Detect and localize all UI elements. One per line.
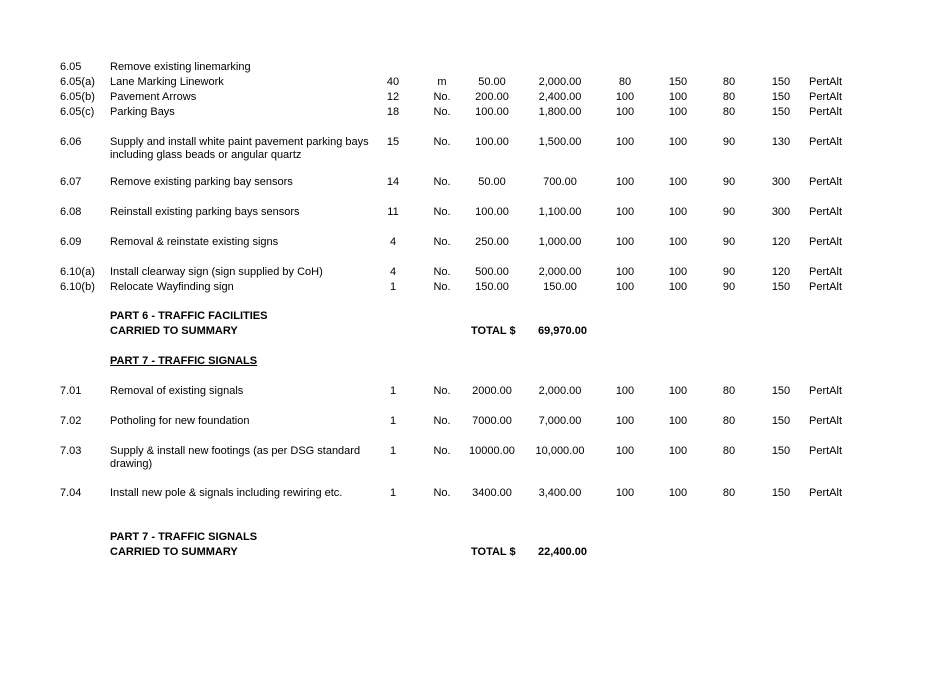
item-description: Supply & install new footings (as per DSG standard (110, 445, 361, 457)
item-col-c: 90 (722, 206, 736, 218)
table-row (0, 236, 951, 249)
item-col-d: 150 (771, 385, 791, 397)
item-col-d: 300 (771, 176, 791, 188)
item-amount: 1,000.00 (538, 236, 582, 248)
item-col-d: 120 (771, 236, 791, 248)
item-number: 7.01 (60, 385, 82, 397)
item-quantity: 1 (389, 281, 397, 293)
item-description: Install new pole & signals including rewiring etc. (110, 487, 343, 499)
item-source: PertAlt (809, 106, 843, 118)
part7-carried-label: CARRIED TO SUMMARY (110, 546, 238, 558)
table-row (0, 266, 951, 279)
item-amount: 150.00 (543, 281, 577, 293)
item-col-d: 130 (771, 136, 791, 148)
item-unit: No. (433, 281, 451, 293)
part6-summary-total (0, 325, 951, 338)
item-number: 6.05(b) (60, 91, 95, 103)
item-rate: 100.00 (475, 106, 509, 118)
item-description: Removal & reinstate existing signs (110, 236, 279, 248)
item-amount: 2,000.00 (538, 266, 582, 278)
item-col-d: 150 (771, 91, 791, 103)
part7-total-value: 22,400.00 (538, 546, 587, 558)
item-number: 6.10(a) (60, 266, 95, 278)
part6-title: PART 6 - TRAFFIC FACILITIES (110, 310, 268, 322)
item-col-a: 100 (615, 176, 635, 188)
item-quantity: 15 (386, 136, 400, 148)
item-description: Relocate Wayfinding sign (110, 281, 234, 293)
item-source: PertAlt (809, 136, 843, 148)
item-source: PertAlt (809, 445, 843, 457)
item-col-a: 100 (615, 415, 635, 427)
item-description: Lane Marking Linework (110, 76, 224, 88)
item-unit: No. (433, 445, 451, 457)
item-col-c: 80 (722, 385, 736, 397)
item-number: 7.02 (60, 415, 82, 427)
item-amount: 7,000.00 (538, 415, 582, 427)
item-rate: 2000.00 (472, 385, 512, 397)
item-number: 6.05(c) (60, 106, 95, 118)
item-col-c: 80 (722, 106, 736, 118)
item-col-c: 80 (722, 76, 736, 88)
item-col-b: 100 (668, 281, 688, 293)
item-unit: No. (433, 176, 451, 188)
table-row (0, 61, 951, 74)
item-col-d: 300 (771, 206, 791, 218)
item-rate: 100.00 (475, 206, 509, 218)
item-col-b: 100 (668, 385, 688, 397)
item-quantity: 40 (386, 76, 400, 88)
item-col-a: 100 (615, 385, 635, 397)
item-number: 6.09 (60, 236, 82, 248)
item-amount: 10,000.00 (535, 445, 585, 457)
table-row (0, 176, 951, 189)
item-col-a: 100 (615, 266, 635, 278)
item-number: 6.05 (60, 61, 82, 73)
item-rate: 50.00 (478, 176, 506, 188)
item-col-a: 100 (615, 206, 635, 218)
part6-summary-title (0, 310, 951, 323)
part7-total-label: TOTAL $ (471, 546, 516, 558)
item-rate: 100.00 (475, 136, 509, 148)
item-col-d: 150 (771, 106, 791, 118)
item-number: 6.05(a) (60, 76, 95, 88)
item-quantity: 1 (389, 385, 397, 397)
item-source: PertAlt (809, 385, 843, 397)
item-col-a: 100 (615, 91, 635, 103)
item-description: Remove existing linemarking (110, 61, 251, 73)
item-rate: 150.00 (475, 281, 509, 293)
item-rate: 200.00 (475, 91, 509, 103)
item-col-c: 80 (722, 91, 736, 103)
item-col-c: 80 (722, 487, 736, 499)
item-description: Remove existing parking bay sensors (110, 176, 293, 188)
item-amount: 700.00 (543, 176, 577, 188)
table-row (0, 106, 951, 119)
item-amount: 1,500.00 (538, 136, 582, 148)
table-row (0, 415, 951, 428)
item-quantity: 4 (389, 266, 397, 278)
table-row (0, 385, 951, 398)
item-col-a: 100 (615, 445, 635, 457)
part6-total-value: 69,970.00 (538, 325, 587, 337)
part7-summary-title (0, 531, 951, 544)
item-col-b: 150 (668, 76, 688, 88)
item-unit: No. (433, 236, 451, 248)
item-amount: 3,400.00 (538, 487, 582, 499)
item-col-d: 150 (771, 487, 791, 499)
item-amount: 1,100.00 (538, 206, 582, 218)
item-col-c: 90 (722, 236, 736, 248)
item-col-d: 150 (771, 415, 791, 427)
item-rate: 250.00 (475, 236, 509, 248)
item-rate: 500.00 (475, 266, 509, 278)
item-source: PertAlt (809, 206, 843, 218)
table-row (0, 76, 951, 89)
item-col-b: 100 (668, 176, 688, 188)
item-col-b: 100 (668, 206, 688, 218)
item-unit: m (437, 76, 447, 88)
item-unit: No. (433, 415, 451, 427)
item-source: PertAlt (809, 176, 843, 188)
item-col-d: 150 (771, 281, 791, 293)
item-col-a: 100 (615, 136, 635, 148)
item-number: 6.06 (60, 136, 82, 148)
item-col-c: 90 (722, 281, 736, 293)
item-amount: 2,000.00 (538, 385, 582, 397)
part6-total-label: TOTAL $ (471, 325, 516, 337)
item-col-b: 100 (668, 106, 688, 118)
item-col-b: 100 (668, 236, 688, 248)
item-unit: No. (433, 106, 451, 118)
table-row (0, 136, 951, 161)
item-description: Potholing for new foundation (110, 415, 250, 427)
table-row (0, 487, 951, 500)
item-unit: No. (433, 385, 451, 397)
part7-heading: PART 7 - TRAFFIC SIGNALS (110, 355, 258, 367)
item-source: PertAlt (809, 76, 843, 88)
item-description: Pavement Arrows (110, 91, 197, 103)
item-col-c: 90 (722, 266, 736, 278)
item-quantity: 12 (386, 91, 400, 103)
table-row (0, 206, 951, 219)
item-description: Parking Bays (110, 106, 175, 118)
item-number: 7.03 (60, 445, 82, 457)
item-quantity: 14 (386, 176, 400, 188)
item-unit: No. (433, 487, 451, 499)
item-rate: 50.00 (478, 76, 506, 88)
item-quantity: 4 (389, 236, 397, 248)
item-quantity: 1 (389, 415, 397, 427)
item-col-c: 80 (722, 445, 736, 457)
item-amount: 2,400.00 (538, 91, 582, 103)
item-unit: No. (433, 91, 451, 103)
item-number: 7.04 (60, 487, 82, 499)
item-col-b: 100 (668, 136, 688, 148)
table-row (0, 281, 951, 294)
item-rate: 3400.00 (472, 487, 512, 499)
item-source: PertAlt (809, 91, 843, 103)
item-description: Reinstall existing parking bays sensors (110, 206, 300, 218)
item-col-a: 80 (618, 76, 632, 88)
item-quantity: 1 (389, 445, 397, 457)
part7-title: PART 7 - TRAFFIC SIGNALS (110, 531, 258, 543)
item-col-d: 150 (771, 76, 791, 88)
item-col-c: 90 (722, 136, 736, 148)
table-row (0, 445, 951, 470)
item-rate: 7000.00 (472, 415, 512, 427)
item-rate: 10000.00 (469, 445, 515, 457)
part7-heading-row (0, 355, 951, 368)
item-source: PertAlt (809, 236, 843, 248)
item-col-a: 100 (615, 281, 635, 293)
item-source: PertAlt (809, 487, 843, 499)
item-quantity: 11 (387, 206, 399, 218)
item-col-b: 100 (668, 415, 688, 427)
part7-summary-total (0, 546, 951, 559)
item-number: 6.08 (60, 206, 82, 218)
item-description: Removal of existing signals (110, 385, 244, 397)
item-unit: No. (433, 206, 451, 218)
item-source: PertAlt (809, 415, 843, 427)
item-description: Install clearway sign (sign supplied by CoH) (110, 266, 323, 278)
item-col-b: 100 (668, 91, 688, 103)
item-description-line2: including glass beads or angular quartz (110, 149, 302, 161)
item-col-a: 100 (615, 106, 635, 118)
item-quantity: 1 (389, 487, 397, 499)
item-col-d: 120 (771, 266, 791, 278)
item-unit: No. (433, 266, 451, 278)
item-source: PertAlt (809, 281, 843, 293)
item-col-c: 80 (722, 415, 736, 427)
item-col-b: 100 (668, 487, 688, 499)
item-amount: 2,000.00 (538, 76, 582, 88)
table-row (0, 91, 951, 104)
item-col-c: 90 (722, 176, 736, 188)
item-description-line2: drawing) (110, 458, 153, 470)
item-quantity: 18 (386, 106, 400, 118)
item-unit: No. (433, 136, 451, 148)
item-col-d: 150 (771, 445, 791, 457)
item-amount: 1,800.00 (538, 106, 582, 118)
item-number: 6.10(b) (60, 281, 95, 293)
item-col-b: 100 (668, 266, 688, 278)
item-col-a: 100 (615, 236, 635, 248)
item-col-a: 100 (615, 487, 635, 499)
item-source: PertAlt (809, 266, 843, 278)
item-col-b: 100 (668, 445, 688, 457)
item-description: Supply and install white paint pavement parking bays (110, 136, 369, 148)
item-number: 6.07 (60, 176, 82, 188)
part6-carried-label: CARRIED TO SUMMARY (110, 325, 238, 337)
